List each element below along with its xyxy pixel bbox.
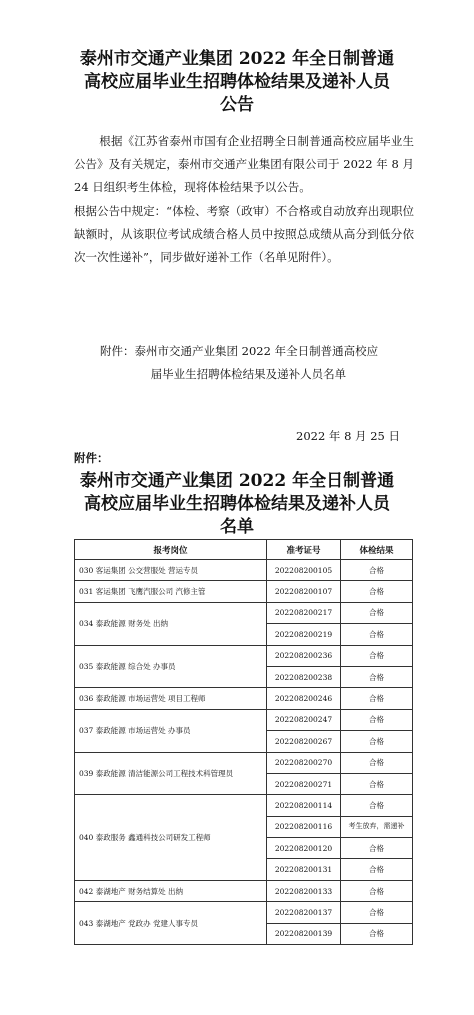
table-row <box>75 645 413 666</box>
result-cell: 合格 <box>341 560 413 581</box>
result-cell: 合格 <box>341 709 413 730</box>
attachment-line-1: 泰州市交通产业集团 2022 年全日制普通高校应 <box>134 344 379 358</box>
notice-title-line-1: 泰州市交通产业集团 2022 年全日制普通 <box>79 49 395 69</box>
table-row <box>75 688 413 709</box>
exam-id-cell: 202208200133 <box>267 880 341 901</box>
position-cell: 039 泰政能源 清洁能源公司工程技术科管理员 <box>75 752 267 795</box>
result-cell: 考生放弃，需递补 <box>341 816 413 837</box>
exam-id-cell: 202208200131 <box>267 859 341 880</box>
position-cell: 030 客运集团 公交营服处 营运专员 <box>75 560 267 581</box>
exam-id-cell: 202208200219 <box>267 624 341 645</box>
result-cell: 合格 <box>341 581 413 602</box>
appendix-title-line-1: 泰州市交通产业集团 2022 年全日制普通 <box>79 471 395 491</box>
exam-id-cell: 202208200107 <box>267 581 341 602</box>
position-cell: 043 泰湖地产 党政办 党建人事专员 <box>75 902 267 945</box>
table-row <box>75 795 413 816</box>
header-position: 报考岗位 <box>75 540 267 560</box>
appendix-title-line-2: 高校应届毕业生招聘体检结果及递补人员 <box>84 494 390 514</box>
attachment-line-2: 届毕业生招聘体检结果及递补人员名单 <box>150 367 347 381</box>
notice-title-line-2: 高校应届毕业生招聘体检结果及递补人员 <box>84 72 390 92</box>
results-table <box>74 539 413 945</box>
exam-id-cell: 202208200116 <box>267 816 341 837</box>
exam-id-cell: 202208200238 <box>267 666 341 687</box>
exam-id-cell: 202208200236 <box>267 645 341 666</box>
position-cell: 037 泰政能源 市场运营处 办事员 <box>75 709 267 752</box>
appendix-title-line-3: 名单 <box>220 517 254 537</box>
position-cell: 031 客运集团 飞鹰汽服公司 汽修主管 <box>75 581 267 602</box>
position-cell: 040 泰政服务 鑫通科技公司研发工程师 <box>75 795 267 881</box>
exam-id-cell: 202208200247 <box>267 709 341 730</box>
result-cell: 合格 <box>341 838 413 859</box>
table-row <box>75 560 413 581</box>
exam-id-cell: 202208200267 <box>267 731 341 752</box>
exam-id-cell: 202208200139 <box>267 923 341 944</box>
result-cell: 合格 <box>341 602 413 623</box>
position-cell: 042 泰湖地产 财务结算处 出纳 <box>75 880 267 901</box>
position-cell: 034 泰政能源 财务处 出纳 <box>75 602 267 645</box>
result-cell: 合格 <box>341 688 413 709</box>
exam-id-cell: 202208200246 <box>267 688 341 709</box>
table-row <box>75 880 413 901</box>
table-row <box>75 581 413 602</box>
header-result: 体检结果 <box>341 540 413 560</box>
exam-id-cell: 202208200217 <box>267 602 341 623</box>
table-row <box>75 752 413 773</box>
exam-id-cell: 202208200271 <box>267 773 341 794</box>
results-table-body <box>75 560 413 945</box>
result-cell: 合格 <box>341 773 413 794</box>
notice-paragraph-1: 根据《江苏省泰州市国有企业招聘全日制普通高校应届毕业生公告》及有关规定，泰州市交通产业集团有限公司于 2022 年 8 月 24 日组织考生体检，现将体检结果予以公告。 <box>74 134 414 194</box>
result-cell: 合格 <box>341 752 413 773</box>
table-row <box>75 602 413 623</box>
result-cell: 合格 <box>341 645 413 666</box>
exam-id-cell: 202208200137 <box>267 902 341 923</box>
result-cell: 合格 <box>341 731 413 752</box>
table-row <box>75 902 413 923</box>
result-cell: 合格 <box>341 666 413 687</box>
position-cell: 035 泰政能源 综合处 办事员 <box>75 645 267 688</box>
result-cell: 合格 <box>341 880 413 901</box>
result-cell: 合格 <box>341 859 413 880</box>
exam-id-cell: 202208200105 <box>267 560 341 581</box>
results-table-header-row <box>75 540 413 560</box>
appendix-label: 附件： <box>74 451 109 465</box>
header-exam-id: 准考证号 <box>267 540 341 560</box>
notice-date: 2022 年 8 月 25 日 <box>296 429 400 443</box>
result-cell: 合格 <box>341 624 413 645</box>
result-cell: 合格 <box>341 923 413 944</box>
position-cell: 036 泰政能源 市场运营处 项目工程师 <box>75 688 267 709</box>
attachment-note <box>100 340 400 386</box>
result-cell: 合格 <box>341 902 413 923</box>
notice-title <box>50 48 424 117</box>
attachment-prefix: 附件： <box>100 344 135 358</box>
notice-paragraph-2: 根据公告中规定：“体检、考察（政审）不合格或自动放弃出现职位缺额时，从该职位考试成绩合格人员中按照总成绩从高分到低分依次一次性递补”，同步做好递补工作（名单见附件）。 <box>74 204 414 264</box>
notice-title-line-3: 公告 <box>220 95 254 115</box>
table-row <box>75 709 413 730</box>
result-cell: 合格 <box>341 795 413 816</box>
exam-id-cell: 202208200114 <box>267 795 341 816</box>
exam-id-cell: 202208200270 <box>267 752 341 773</box>
exam-id-cell: 202208200120 <box>267 838 341 859</box>
appendix-title <box>50 470 424 539</box>
